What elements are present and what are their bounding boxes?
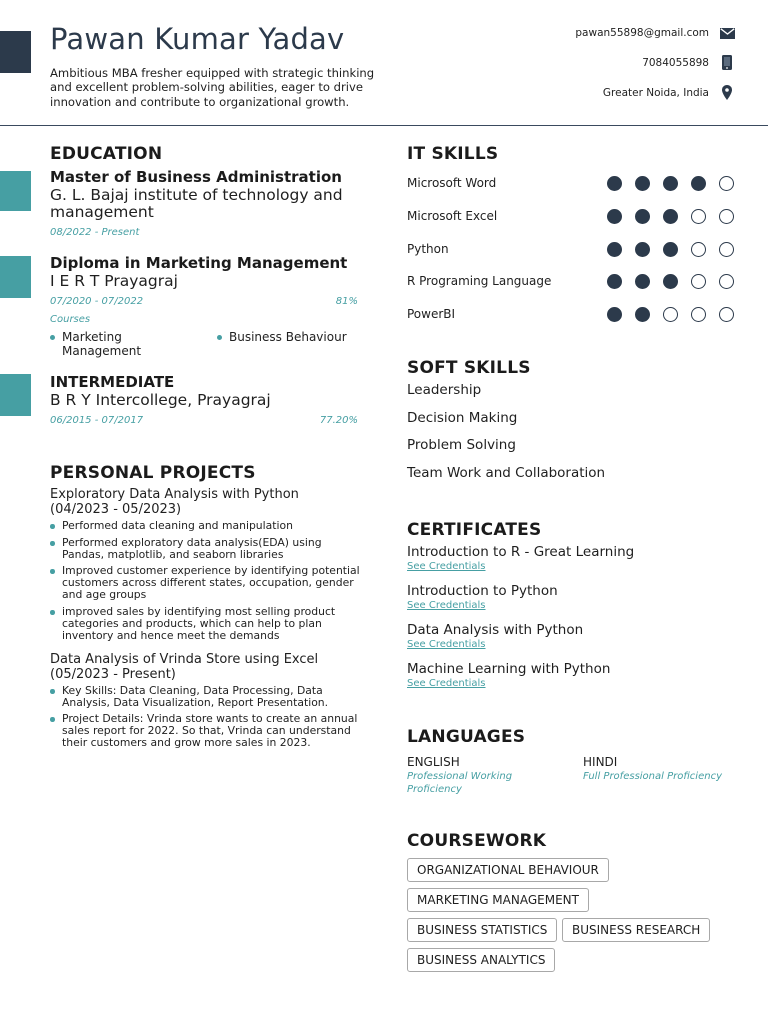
rating-dot-filled [607, 209, 622, 224]
location-text: Greater Noida, India [602, 86, 709, 99]
rating-dot-empty [691, 209, 706, 224]
education-accent-bar [0, 256, 31, 298]
language-level: Professional Working Proficiency [407, 771, 513, 795]
envelope-icon [718, 28, 736, 39]
rating-dot-filled [635, 176, 650, 191]
education-school: B R Y Intercollege, Prayagraj [50, 391, 271, 409]
rating-dot-empty [719, 274, 734, 289]
education-school: G. L. Bajaj institute of technology and management [50, 186, 343, 221]
summary-text: Ambitious MBA fresher equipped with strategic thinking and excellent problem-solving abilities, eager to drive innovation and contribute to organizational growth. [50, 66, 375, 109]
location-pin-icon [718, 85, 736, 100]
rating-dot-filled [607, 176, 622, 191]
language-name: ENGLISH [407, 755, 460, 769]
rating-dot-filled [607, 242, 622, 257]
coursework-tag: BUSINESS STATISTICS [407, 918, 557, 942]
rating-dot-empty [691, 307, 706, 322]
soft-skills-heading: SOFT SKILLS [407, 358, 531, 378]
project-title: Exploratory Data Analysis with Python (04/2023 - 05/2023) [50, 487, 299, 517]
contact-phone[interactable] [642, 55, 736, 70]
it-skills-heading: IT SKILLS [407, 144, 499, 164]
skill-rating [607, 307, 734, 322]
rating-dot-filled [663, 274, 678, 289]
soft-skill-item: Decision Making [407, 410, 518, 426]
skill-rating [607, 209, 734, 224]
rating-dot-filled [635, 274, 650, 289]
courses-label: Courses [50, 314, 91, 325]
languages-heading: LANGUAGES [407, 727, 526, 747]
project-bullet: improved sales by identifying most selling product categories and products, which can help to plan inventory and hence meet the demands [50, 606, 362, 643]
soft-skill-item: Team Work and Collaboration [407, 465, 606, 481]
project-bullet: Performed exploratory data analysis(EDA) using Pandas, matplotlib, and seaborn libraries [50, 537, 362, 561]
phone-text[interactable]: 7084055898 [642, 56, 709, 69]
header-divider [0, 125, 768, 126]
education-degree: Diploma in Marketing Management [50, 254, 348, 272]
rating-dot-empty [663, 307, 678, 322]
rating-dot-filled [607, 307, 622, 322]
skill-name: PowerBI [407, 307, 456, 321]
education-accent-bar [0, 171, 31, 211]
rating-dot-empty [719, 209, 734, 224]
project-bullet: Performed data cleaning and manipulation [50, 520, 362, 532]
rating-dot-filled [635, 209, 650, 224]
education-degree: INTERMEDIATE [50, 373, 175, 391]
candidate-name: Pawan Kumar Yadav [50, 22, 345, 56]
rating-dot-filled [663, 176, 678, 191]
project-title: Data Analysis of Vrinda Store using Excel (05/2023 - Present) [50, 652, 319, 682]
rating-dot-filled [663, 209, 678, 224]
skill-name: R Programing Language [407, 274, 552, 288]
rating-dot-empty [719, 242, 734, 257]
see-credentials-link[interactable]: See Credentials [407, 639, 486, 650]
rating-dot-filled [663, 242, 678, 257]
rating-dot-empty [719, 176, 734, 191]
skill-name: Python [407, 242, 449, 256]
language-level: Full Professional Proficiency [583, 771, 722, 782]
certificate-name: Data Analysis with Python [407, 622, 584, 638]
language-name: HINDI [583, 755, 618, 769]
education-school: I E R T Prayagraj [50, 272, 178, 290]
email-text[interactable]: pawan55898@gmail.com [575, 27, 709, 39]
coursework-heading: COURSEWORK [407, 831, 547, 851]
skill-rating [607, 242, 734, 257]
coursework-tag: ORGANIZATIONAL BEHAVIOUR [407, 858, 609, 882]
education-date: 06/2015 - 07/2017 [50, 415, 144, 426]
course-item: Business Behaviour [217, 330, 357, 344]
education-accent-bar [0, 374, 31, 416]
header-accent-bar [0, 31, 31, 73]
rating-dot-filled [607, 274, 622, 289]
education-date: 08/2022 - Present [50, 227, 140, 238]
rating-dot-filled [691, 176, 706, 191]
soft-skill-item: Leadership [407, 382, 482, 398]
rating-dot-empty [691, 242, 706, 257]
skill-rating [607, 176, 734, 191]
rating-dot-empty [719, 307, 734, 322]
rating-dot-filled [635, 242, 650, 257]
skill-rating [607, 274, 734, 289]
education-score: 81% [335, 296, 358, 307]
rating-dot-empty [691, 274, 706, 289]
certificate-name: Machine Learning with Python [407, 661, 611, 677]
projects-heading: PERSONAL PROJECTS [50, 463, 256, 483]
rating-dot-filled [635, 307, 650, 322]
coursework-tag: BUSINESS ANALYTICS [407, 948, 555, 972]
skill-name: Microsoft Excel [407, 209, 498, 223]
course-item: Marketing Management [50, 330, 160, 358]
see-credentials-link[interactable]: See Credentials [407, 678, 486, 689]
coursework-tag: BUSINESS RESEARCH [562, 918, 710, 942]
education-date: 07/2020 - 07/2022 [50, 296, 144, 307]
see-credentials-link[interactable]: See Credentials [407, 561, 486, 572]
contact-email[interactable] [575, 27, 736, 39]
certificate-name: Introduction to Python [407, 583, 558, 599]
education-heading: EDUCATION [50, 144, 163, 164]
project-bullet: Project Details: Vrinda store wants to create an annual sales report for 2022. So that, Vrinda can understand their customers and grow more sales in 2023. [50, 713, 362, 750]
coursework-tag: MARKETING MANAGEMENT [407, 888, 589, 912]
project-bullet: Improved customer experience by identifying potential customers across different states, occupation, gender and age groups [50, 565, 362, 602]
phone-icon [718, 55, 736, 70]
education-score: 77.20% [319, 415, 358, 426]
soft-skill-item: Problem Solving [407, 437, 516, 453]
contact-location [603, 85, 736, 100]
see-credentials-link[interactable]: See Credentials [407, 600, 486, 611]
certificates-heading: CERTIFICATES [407, 520, 542, 540]
project-bullet: Key Skills: Data Cleaning, Data Processing, Data Analysis, Data Visualization, Report Presentation. [50, 685, 362, 709]
skill-name: Microsoft Word [407, 176, 497, 190]
certificate-name: Introduction to R - Great Learning [407, 544, 635, 560]
education-degree: Master of Business Administration [50, 168, 342, 186]
